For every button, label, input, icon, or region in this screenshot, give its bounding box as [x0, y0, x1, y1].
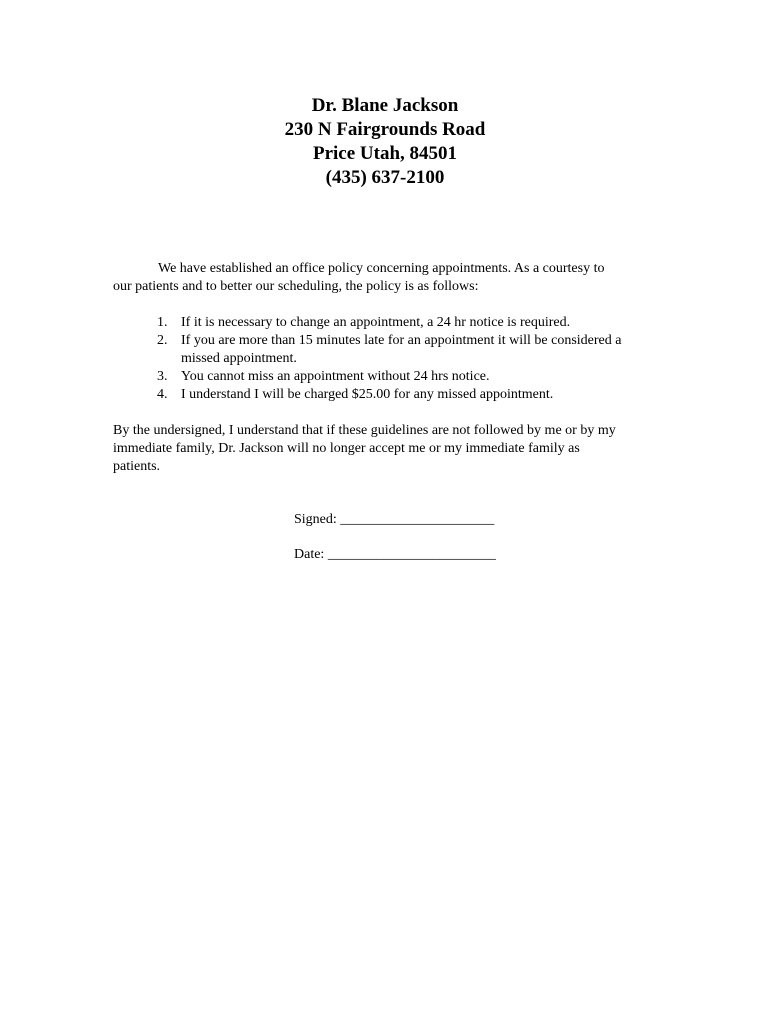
policy-number: 3. — [157, 369, 168, 384]
undersigned-paragraph — [113, 422, 663, 476]
undersigned-line-2: immediate family, Dr. Jackson will no longer accept me or my immediate family as — [113, 441, 580, 456]
policy-text: You cannot miss an appointment without 24 hrs notice. — [181, 369, 490, 384]
policy-text: If it is necessary to change an appointment, a 24 hr notice is required. — [181, 315, 571, 330]
policy-item-1 — [157, 314, 667, 332]
undersigned-line-3: patients. — [113, 459, 161, 474]
intro-paragraph — [113, 260, 663, 296]
phone-number: (435) 637-2100 — [325, 167, 445, 188]
policy-number: 1. — [157, 315, 168, 330]
policy-text: If you are more than 15 minutes late for an appointment it will be considered a — [181, 333, 622, 348]
policy-item-3 — [157, 368, 667, 386]
letterhead — [0, 94, 770, 190]
city-state-zip: Price Utah, 84501 — [312, 143, 458, 164]
policy-item-2 — [157, 332, 667, 368]
policy-number: 4. — [157, 387, 168, 402]
date-line[interactable]: Date: ________________________ — [294, 547, 496, 562]
intro-line-2: our patients and to better our scheduling, the policy is as follows: — [113, 279, 479, 294]
doctor-name: Dr. Blane Jackson — [311, 95, 459, 116]
policy-text: I understand I will be charged $25.00 for any missed appointment. — [181, 387, 554, 402]
intro-line-1: We have established an office policy concerning appointments. As a courtesy to — [158, 261, 605, 276]
policy-item-4 — [157, 386, 667, 404]
policy-number: 2. — [157, 333, 168, 348]
street-address: 230 N Fairgrounds Road — [284, 119, 486, 140]
policy-list — [157, 314, 667, 404]
signature-line[interactable]: Signed: ______________________ — [294, 512, 495, 527]
undersigned-line-1: By the undersigned, I understand that if these guidelines are not followed by me or by my — [113, 423, 616, 438]
policy-text-continuation: missed appointment. — [181, 351, 297, 366]
